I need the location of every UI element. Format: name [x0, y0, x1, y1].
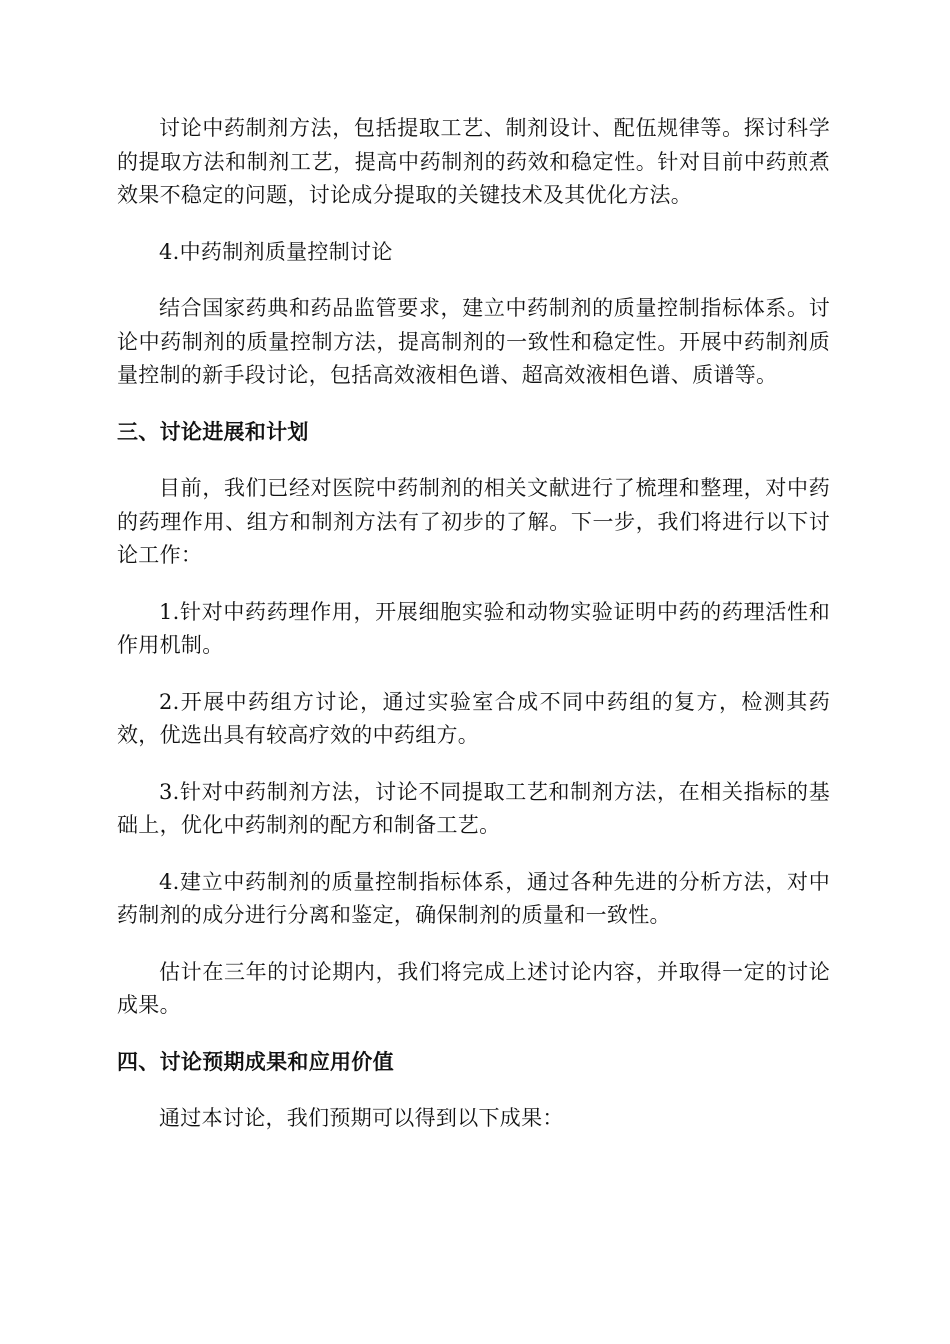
plan-item-1: 1.针对中药药理作用，开展细胞实验和动物实验证明中药的药理活性和作用机制。 [117, 599, 830, 657]
plan-item-2: 2.开展中药组方讨论，通过实验室合成不同中药组的复方，检测其药效，优选出具有较高疗效的中药组方。 [117, 689, 830, 747]
paragraph-quality-control: 结合国家药典和药品监管要求，建立中药制剂的质量控制指标体系。讨论中药制剂的质量控制方法，提高制剂的一致性和稳定性。开展中药制剂质量控制的新手段讨论，包括高效液相色谱、超高效液相色谱、质谱等。 [117, 296, 830, 387]
plan-item-4: 4.建立中药制剂的质量控制指标体系，通过各种先进的分析方法，对中药制剂的成分进行分离和鉴定，确保制剂的质量和一致性。 [117, 869, 830, 927]
paragraph-progress-intro: 目前，我们已经对医院中药制剂的相关文献进行了梳理和整理，对中药的药理作用、组方和制剂方法有了初步的了解。下一步，我们将进行以下讨论工作： [117, 476, 830, 567]
section-heading-expected-results: 四、讨论预期成果和应用价值 [117, 1049, 394, 1074]
paragraph-expected-intro: 通过本讨论，我们预期可以得到以下成果： [159, 1106, 564, 1130]
paragraph-progress-closing: 估计在三年的讨论期内，我们将完成上述讨论内容，并取得一定的讨论成果。 [117, 959, 830, 1017]
paragraph-formulation-methods: 讨论中药制剂方法，包括提取工艺、制剂设计、配伍规律等。探讨科学的提取方法和制剂工艺，提高中药制剂的药效和稳定性。针对目前中药煎煮效果不稳定的问题，讨论成分提取的关键技术及其优化方法。 [117, 116, 830, 207]
subheading-quality-control: 4.中药制剂质量控制讨论 [159, 239, 393, 264]
section-heading-progress-plan: 三、讨论进展和计划 [117, 419, 309, 444]
plan-item-3: 3.针对中药制剂方法，讨论不同提取工艺和制剂方法，在相关指标的基础上，优化中药制剂的配方和制备工艺。 [117, 779, 830, 837]
